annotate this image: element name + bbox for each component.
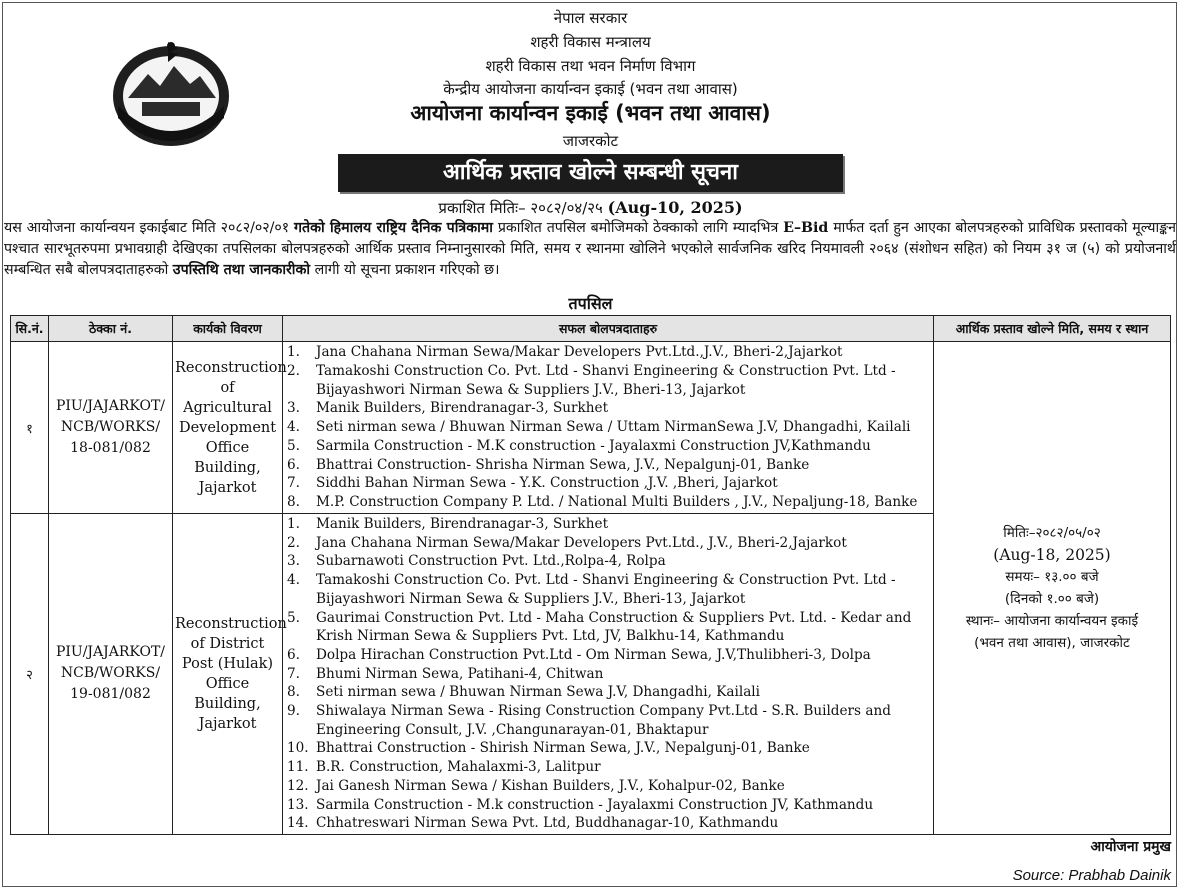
notice-title: आर्थिक प्रस्ताव खोल्ने सम्बन्धी सूचना <box>338 154 843 192</box>
bidder-item <box>287 814 931 833</box>
bidder-item <box>287 683 931 702</box>
bidder-number: 12. <box>287 777 309 794</box>
bidder-number: 5. <box>287 437 300 454</box>
bidder-item <box>287 362 931 381</box>
bidder-name: B.R. Construction, Mahalaxmi-3, Lalitpur <box>316 759 601 776</box>
bidder-item <box>287 590 931 609</box>
bidder-name: Tamakoshi Construction Co. Pvt. Ltd - Shanvi Engineering & Construction Pvt. Ltd - <box>316 572 896 589</box>
header-work-description: कार्यको विवरण <box>173 316 283 342</box>
header-line-central-unit: केन्द्रीय आयोजना कार्यान्वन इकाई (भवन तथा आवास) <box>443 80 738 98</box>
bidder-item <box>287 796 931 815</box>
intro-text: मार्फत दर्ता हुन आएका बोलपत्रहरुको प्राविधिक प्रस्तावको मूल्याङ्कन पश्चात सारभूतरुपमा प्रभावग्राही देखिएका तपसिलका बोलपत्रहरुको आर्थिक प्रस्ताव निम्नानुसारको मिति, समय र स्थानमा खोलिने भएकोले सार्वजनिक खरिद नियमावली २०६४ (संशोधन सहित) को नियम ३१ ज (५) को प्रयोजनार्थ सम्बन्धित सबै बोलपत्रदाताहरुको <box>4 220 1176 278</box>
bidder-name: Engineering Consult, J.V. ,Changunarayan-01, Bhaktapur <box>316 721 709 738</box>
bidder-number: 7. <box>287 665 300 682</box>
row-work-description: Reconstruction of District Post (Hulak) Office Building, Jajarkot <box>173 514 283 835</box>
bidder-number: 4. <box>287 419 300 436</box>
bidder-number: 1. <box>287 344 300 361</box>
bidder-number: 3. <box>287 400 300 417</box>
row-bidders <box>283 514 934 835</box>
bidder-number: 8. <box>287 684 300 701</box>
bidder-name: Shiwalaya Nirman Sewa - Rising Construction Company Pvt.Ltd - S.R. Builders and <box>316 703 891 720</box>
opening-schedule <box>934 342 1171 835</box>
bidder-item <box>287 777 931 796</box>
bidder-item <box>287 552 931 571</box>
bidder-number: 11. <box>287 759 309 776</box>
bidder-name: Seti nirman sewa / Bhuwan Nirman Sewa / Uttam NirmanSewa J.V, Dhangadhi, Kailali <box>316 419 911 436</box>
header-bidders: सफल बोलपत्रदाताहरु <box>283 316 934 342</box>
bidder-number: 2. <box>287 534 300 551</box>
header-line-ministry: शहरी विकास मन्त्रालय <box>530 33 651 51</box>
row-serial: २ <box>11 514 49 835</box>
bidder-item <box>287 418 931 437</box>
bidder-name: M.P. Construction Company P. Ltd. / National Multi Builders , J.V., Nepaljung-18, Banke <box>316 493 918 510</box>
bidder-item <box>287 437 931 456</box>
header-line-district: जाजरकोट <box>562 132 619 150</box>
bidder-number: 10. <box>287 740 309 757</box>
bidder-number: 13. <box>287 796 309 813</box>
bidders-table <box>10 315 1171 835</box>
bidder-item <box>287 665 931 684</box>
published-date <box>0 198 1181 218</box>
opening-date-en: (Aug-18, 2025) <box>993 545 1111 564</box>
bidder-name: Jana Chahana Nirman Sewa/Makar Developers Pvt.Ltd., J.V., Bheri-2,Jajarkot <box>316 534 847 551</box>
bidder-number: 6. <box>287 456 300 473</box>
bidder-name: Bijayashwori Nirman Sewa & Suppliers J.V., Bheri-13, Jajarkot <box>316 590 746 607</box>
table-header-row <box>11 316 1171 342</box>
header-serial: सि.नं. <box>11 316 49 342</box>
bidder-name: Manik Builders, Birendranagar-3, Surkhet <box>316 400 609 417</box>
bidder-item <box>287 646 931 665</box>
bidder-name: Subarnawoti Construction Pvt. Ltd.,Rolpa-4, Rolpa <box>316 553 666 570</box>
bidder-item <box>287 721 931 740</box>
header-line-office: आयोजना कार्यान्वन इकाई (भवन तथा आवास) <box>410 101 771 125</box>
bidder-name: Krish Nirman Sewa & Suppliers Pvt. Ltd, JV, Balkhu-14, Kathmandu <box>316 628 785 645</box>
bidder-list <box>287 515 931 833</box>
bidder-name: Gaurimai Construction Pvt. Ltd - Maha Construction & Suppliers Pvt. Ltd. - Kedar and <box>316 609 912 626</box>
bidder-number: 9. <box>287 703 300 720</box>
bidder-name: Jai Ganesh Nirman Sewa / Kishan Builders, J.V., Kohalpur-02, Banke <box>316 777 785 794</box>
bidder-name: Jana Chahana Nirman Sewa/Makar Developers Pvt.Ltd.,J.V., Bheri-2,Jajarkot <box>316 344 843 361</box>
bidder-number: 14. <box>287 815 309 832</box>
bidder-item <box>287 474 931 493</box>
bidder-name: Tamakoshi Construction Co. Pvt. Ltd - Shanvi Engineering & Construction Pvt. Ltd - <box>316 363 896 380</box>
intro-text: लागी यो सूचना प्रकाशन गरिएको छ। <box>310 262 500 278</box>
bidder-number: 7. <box>287 475 300 492</box>
bidder-name: Bhumi Nirman Sewa, Patihani-4, Chitwan <box>316 665 604 682</box>
row-bidders <box>283 342 934 514</box>
opening-place-2: (भवन तथा आवास), जाजरकोट <box>974 634 1130 651</box>
intro-text: प्रकाशित तपसिल बमोजिमको ठेक्काको लागि म्यादभित्र <box>492 220 784 236</box>
intro-ebid: E–Bid <box>783 220 829 236</box>
header-line-government: नेपाल सरकार <box>553 9 628 27</box>
intro-text: यस आयोजना कार्यान्वयन इकाईबाट मिति २०८२/०२/०१ <box>4 220 295 236</box>
bidder-name: Bhattrai Construction- Shrisha Nirman Sewa, J.V., Nepalgunj-01, Banke <box>316 456 810 473</box>
source-credit: Source: Prabhab Dainik <box>1012 867 1171 884</box>
published-date-label: प्रकाशित मितिः– २०८२/०४/२५ <box>438 199 603 217</box>
bidder-name: Bhattrai Construction - Shirish Nirman Sewa, J.V., Nepalgunj-01, Banke <box>316 740 810 757</box>
bidder-item <box>287 493 931 512</box>
bidder-item <box>287 758 931 777</box>
row-contract-no: PIU/JAJARKOT/ NCB/WORKS/ 19-081/082 <box>49 514 173 835</box>
bidder-name: Sarmila Construction - M.k construction - Jayalaxmi Construction JV, Kathmandu <box>316 796 874 813</box>
bidder-number: 1. <box>287 516 300 532</box>
opening-time-note: (दिनको १.०० बजे) <box>1004 590 1100 607</box>
bidder-number: 6. <box>287 646 300 663</box>
signature: आयोजना प्रमुख <box>1090 839 1171 855</box>
intro-text-bold: उपस्तिथि तथा जानकारीको <box>172 262 311 278</box>
bidder-item <box>287 381 931 400</box>
bidder-list <box>287 343 931 511</box>
bidder-number: 8. <box>287 493 300 510</box>
row-work-description: Reconstruction of Agricultural Development Office Building, Jajarkot <box>173 342 283 514</box>
header-line-department: शहरी विकास तथा भवन निर्माण विभाग <box>485 57 696 75</box>
intro-paragraph <box>4 218 1176 281</box>
bidder-item <box>287 702 931 721</box>
intro-text-bold: गतेको हिमालय राष्ट्रिय दैनिक पत्रिकामा <box>294 220 493 236</box>
header-contract-no: ठेक्का नं. <box>49 316 173 342</box>
bidder-item <box>287 571 931 590</box>
opening-date-np: मितिः–२०८२/०५/०२ <box>1003 524 1101 541</box>
bidder-item <box>287 399 931 418</box>
bidder-item <box>287 739 931 758</box>
bidder-name: Manik Builders, Birendranagar-3, Surkhet <box>316 516 609 532</box>
bidder-name: Sarmila Construction - M.K construction - Jayalaxmi Construction JV,Kathmandu <box>316 437 871 454</box>
bidder-item <box>287 627 931 646</box>
bidder-name: Seti nirman sewa / Bhuwan Nirman Sewa J.V, Dhangadhi, Kailali <box>316 684 761 701</box>
published-date-en: (Aug-10, 2025) <box>607 198 743 217</box>
bidder-number: 2. <box>287 363 300 380</box>
opening-time: समयः– १३.०० बजे <box>1005 568 1099 585</box>
opening-place-1: स्थानः– आयोजना कार्यान्वयन इकाई <box>965 612 1139 629</box>
header-opening-schedule: आर्थिक प्रस्ताव खोल्ने मिति, समय र स्थान <box>934 316 1171 342</box>
bidder-item <box>287 534 931 553</box>
bidder-item <box>287 515 931 534</box>
bidder-name: Dolpa Hirachan Construction Pvt.Ltd - Om Nirman Sewa, J.V,Thulibheri-3, Dolpa <box>316 646 871 663</box>
bidder-name: Bijayashwori Nirman Sewa & Suppliers J.V., Bheri-13, Jajarkot <box>316 381 746 398</box>
bidder-name: Siddhi Bahan Nirman Sewa - Y.K. Construction ,J.V. ,Bheri, Jajarkot <box>316 475 778 492</box>
bidder-item <box>287 343 931 362</box>
bidder-number: 5. <box>287 609 300 626</box>
table-row <box>11 342 1171 514</box>
bidder-name: Chhatreswari Nirman Sewa Pvt. Ltd, Buddhanagar-10, Kathmandu <box>316 815 779 832</box>
row-contract-no: PIU/JAJARKOT/ NCB/WORKS/ 18-081/082 <box>49 342 173 514</box>
bidder-item <box>287 456 931 475</box>
schedule-heading: तपसिल <box>568 294 613 313</box>
bidder-number: 4. <box>287 572 300 589</box>
row-serial: १ <box>11 342 49 514</box>
bidder-item <box>287 609 931 628</box>
bidder-number: 3. <box>287 553 300 570</box>
